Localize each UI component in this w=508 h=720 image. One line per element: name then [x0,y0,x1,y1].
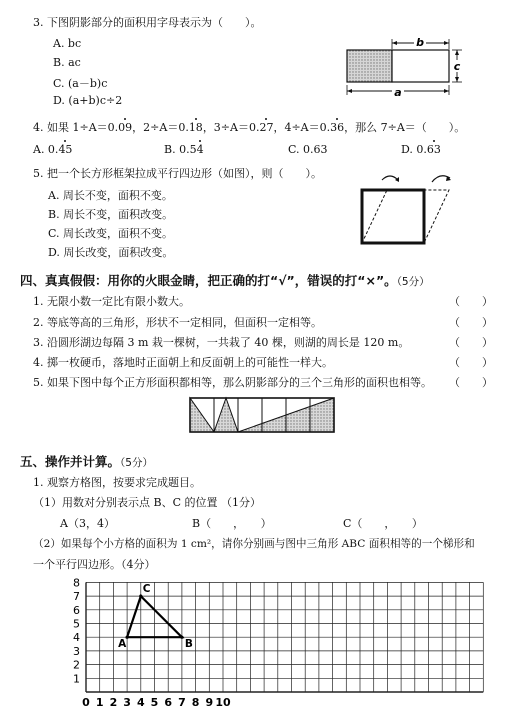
q4-option-d: D. 0.63 [401,143,441,156]
s4-answer-3[interactable]: （ ） [449,336,493,349]
x-tick-label: 9 [205,696,214,709]
q5-arrow-left-icon [382,176,398,180]
s4-item-5: 5. 如果下图中每个正方形面积都相等，那么阴影部分的三个三角形的面积也相等。 [33,376,432,389]
q3-label-b: b [416,36,424,49]
s5-line-2: （1）用数对分别表示点 B、C 的位置 （1分） [33,496,261,509]
x-tick-label: 6 [164,696,173,709]
s4-triangle-2 [214,398,238,432]
q3-stem: 3. 下图阴影部分的面积用字母表示为（ ）。 [33,16,262,29]
q3-white-square [392,50,449,82]
s4-answer-1[interactable]: （ ） [449,295,493,308]
q4-stem: 4. 如果 1÷A＝0.09，2÷A＝0.18，3÷A＝0.27，4÷A＝0.36，那么 7÷A＝（ ）。 [33,121,466,134]
q4-option-a: A. 0.45 [33,143,73,156]
s4-answer-5[interactable]: （ ） [449,376,493,389]
y-tick-label: 3 [73,644,80,658]
y-tick-label: 7 [73,590,80,604]
q3-option-b: B. ac [53,56,81,69]
q3-rectangle-figure [340,35,470,100]
y-tick-label: 6 [73,603,80,617]
s5-line-4: 一个平行四边形。（4分） [33,558,156,571]
point-b-label: B [184,638,193,651]
q3-option-a: A. bc [53,37,82,50]
s5-point-a: A（3，4） [60,517,115,530]
q5-option-c: C. 周长改变，面积不变。 [48,227,174,240]
s4-squares-figure [188,396,336,436]
q5-option-a: A. 周长不变，面积不变。 [48,189,173,202]
s4-item-2: 2. 等底等高的三角形，形状不一定相同，但面积一定相等。 [33,316,322,329]
s5-point-b[interactable]: B（ ， ） [192,517,272,530]
q5-stem: 5. 把一个长方形框架拉成平行四边形（如图），则（ ）。 [33,167,322,180]
q5-option-b: B. 周长不变，面积改变。 [48,208,174,221]
y-tick-label: 5 [73,617,80,631]
point-a-label: A [118,638,127,651]
point-c-label: C [142,583,151,596]
s4-item-3: 3. 沿圆形湖边每隔 3 m 栽一棵树，一共栽了 40 棵，则湖的周长是 120 m。 [33,336,410,349]
s4-answer-2[interactable]: （ ） [449,316,493,329]
y-tick-label: 2 [73,658,80,672]
x-tick-label: 3 [123,696,131,709]
s5-line-3: （2）如果每个小方格的面积为 1 cm²，请你分别画与图中三角形 ABC 面积相等的一个梯形和 [33,538,475,550]
s5-point-c[interactable]: C（ ， ） [343,517,423,530]
section-4-title: 四、真真假假：用你的火眼金睛，把正确的打“√”，错误的打“×”。（5分） [20,273,430,288]
q4-option-c: C. 0.63 [288,143,328,156]
s4-item-4: 4. 掷一枚硬币，落地时正面朝上和反面朝上的可能性一样大。 [33,356,333,369]
point-b-dot [180,636,183,639]
q4-option-b: B. 0.54 [164,143,204,156]
s4-triangle-1 [190,398,214,432]
coordinate-grid[interactable] [60,570,500,710]
x-tick-label: 1 [95,696,104,709]
section-5-title: 五、操作并计算。（5分） [20,454,153,469]
x-tick-label: 2 [109,696,118,709]
q3-option-c: C. (a－b)c [53,77,108,90]
x-tick-label: 7 [178,696,186,709]
y-tick-label: 1 [73,672,80,686]
q5-parallelogram-figure [352,168,470,250]
q3-shaded-region [347,50,392,82]
y-tick-label: 4 [73,631,80,645]
x-tick-label: 0 [82,696,90,709]
s4-item-1: 1. 无限小数一定比有限小数大。 [33,295,190,308]
q3-option-d: D. (a+b)c÷2 [53,94,123,107]
x-tick-label: 8 [191,696,200,709]
q3-label-a: a [394,86,402,99]
q5-rectangle-frame [362,190,424,243]
s5-line-1: 1. 观察方格图，按要求完成题目。 [33,476,201,489]
q3-label-c: c [453,60,461,73]
x-tick-label: 5 [150,696,159,709]
x-tick-label: 10 [215,696,231,709]
s4-answer-4[interactable]: （ ） [449,356,493,369]
y-tick-label: 8 [73,576,80,590]
q5-option-d: D. 周长改变，面积改变。 [48,246,174,259]
q5-parallelogram-outline [362,190,449,243]
x-tick-label: 4 [136,696,145,709]
